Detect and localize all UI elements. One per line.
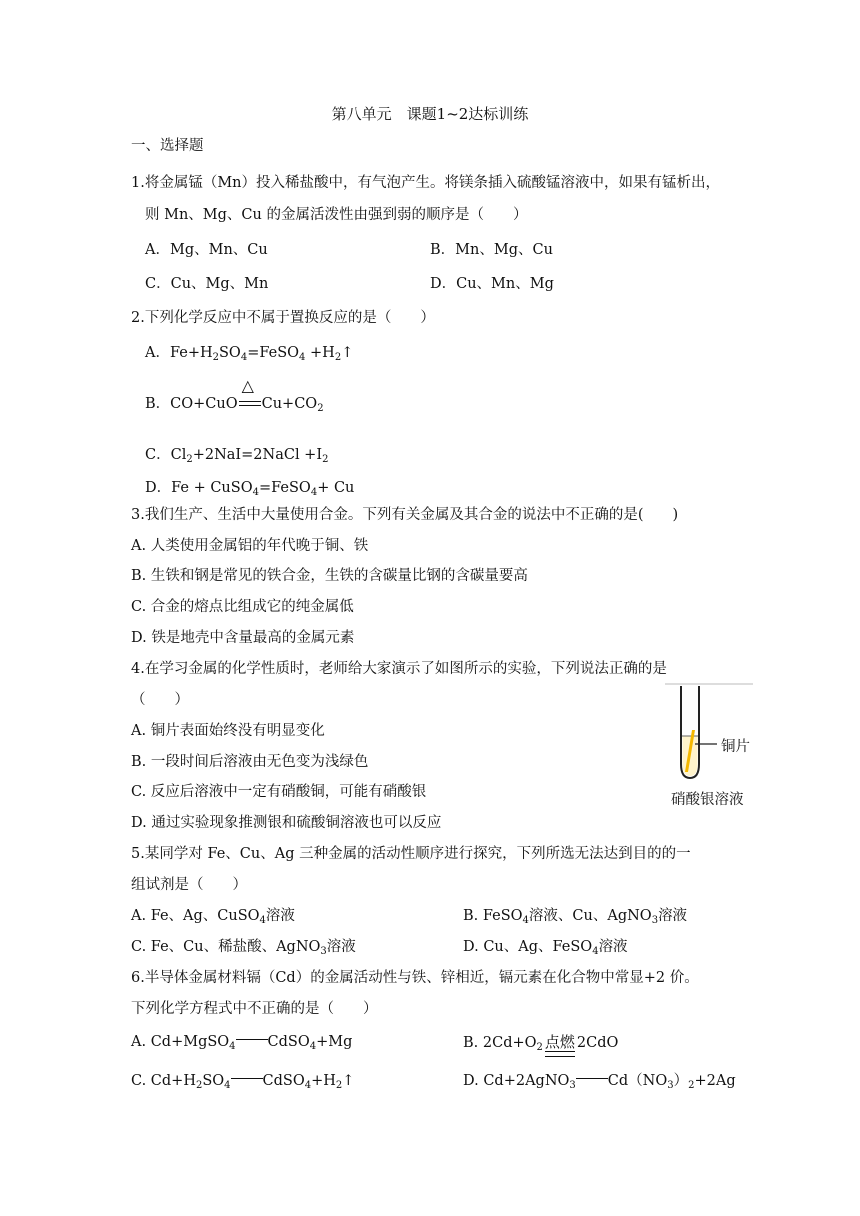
q2-option-b: B．CO+CuO △ $Cu+CO_2$: [145, 376, 324, 414]
q1-stem-line2: 则 Mn、Mg、Cu 的金属活泼性由强到弱的顺序是（ ）: [145, 207, 528, 223]
q1-option-a: A．Mg、Mn、Cu: [145, 242, 268, 258]
section-heading: 一、选择题: [131, 138, 204, 154]
q5-option-b: B. FeSO$_4$溶液、Cu、AgNO$_3$溶液: [463, 908, 688, 926]
q4-option-c: C. 反应后溶液中一定有硝酸铜，可能有硝酸银: [131, 784, 427, 800]
q6-option-a: A. Cd+MgSO$_4$ CdSO$_4$+Mg: [131, 1034, 353, 1052]
reaction-equals-sign: [236, 1035, 268, 1045]
q4-option-b: B. 一段时间后溶液由无色变为浅绿色: [131, 754, 369, 770]
q5-option-c: C. Fe、Cu、稀盐酸、AgNO$_3$溶液: [131, 939, 356, 957]
q2-option-d: D．Fe + CuSO$_4$=FeSO$_4$+ Cu: [145, 480, 355, 498]
ignition-condition: 点燃: [545, 1032, 575, 1057]
q4-stem-line2: （ ）: [131, 692, 189, 708]
q1-stem-line1: 1.将金属锰（Mn）投入稀盐酸中，有气泡产生。将镁条插入硫酸锰溶液中，如果有锰析出，: [131, 175, 721, 191]
q5-option-d: D. Cu、Ag、FeSO$_4$溶液: [463, 939, 628, 957]
heat-delta-symbol: △: [241, 376, 254, 395]
q2-stem: 2.下列化学反应中不属于置换反应的是（ ）: [131, 310, 435, 326]
q4-stem-line1: 4.在学习金属的化学性质时，老师给大家演示了如图所示的实验，下列说法正确的是: [131, 661, 667, 677]
test-tube-figure: [665, 680, 765, 810]
q6-option-b: B. $2Cd+O_2$ 点燃 2CdO: [463, 1032, 618, 1057]
reaction-equals-sign: [231, 1074, 263, 1084]
q3-option-b: B. 生铁和钢是常见的铁合金，生铁的含碳量比钢的含碳量要高: [131, 568, 528, 584]
q6-option-d: D. Cd+2AgNO$_3$ $Cd(NO_3)_2+2Ag$: [463, 1073, 736, 1091]
q5-option-a: A. Fe、Ag、CuSO$_4$溶液: [131, 908, 295, 926]
silver-nitrate-label: 硝酸银溶液: [671, 792, 744, 808]
q1-option-d: D．Cu、Mn、Mg: [430, 276, 554, 292]
q4-option-d: D. 通过实验现象推测银和硫酸铜溶液也可以反应: [131, 815, 442, 831]
q1-option-b: B．Mn、Mg、Cu: [430, 242, 553, 258]
q3-option-a: A. 人类使用金属铝的年代晚于铜、铁: [131, 538, 369, 554]
q5-stem-line2: 组试剂是（ ）: [131, 877, 247, 893]
q2-option-c: C．$Cl_2+2NaI=2NaCl +I_2$: [145, 447, 329, 465]
q3-option-d: D. 铁是地壳中含量最高的金属元素: [131, 630, 355, 646]
q6-stem-line2: 下列化学方程式中不正确的是（ ）: [131, 1001, 378, 1017]
q1-option-c: C．Cu、Mg、Mn: [145, 276, 269, 292]
q3-option-c: C. 合金的熔点比组成它的纯金属低: [131, 599, 354, 615]
q5-stem-line1: 5.某同学对 Fe、Cu、Ag 三种金属的活动性顺序进行探究，下列所选无法达到目的的一: [131, 846, 691, 862]
reaction-equals-sign: [239, 376, 261, 410]
q2-option-a: A．$Fe+H_2SO_4=FeSO_4$ $+H_2↑$: [145, 345, 354, 363]
reaction-equals-sign: [576, 1074, 608, 1084]
copper-strip-label: 铜片: [721, 739, 750, 755]
q3-stem: 3.我们生产、生活中大量使用合金。下列有关金属及其合金的说法中不正确的是( ): [131, 507, 679, 523]
q6-option-c: C. $Cd+H_2SO_4$ $CdSO_4+H_2↑$: [131, 1073, 355, 1091]
q4-option-a: A. 铜片表面始终没有明显变化: [131, 723, 325, 739]
q6-stem-line1: 6.半导体金属材料镉（Cd）的金属活动性与铁、锌相近，镉元素在化合物中常显+2 价。: [131, 970, 699, 986]
page-title: 第八单元 课题1~2达标训练: [331, 105, 529, 123]
